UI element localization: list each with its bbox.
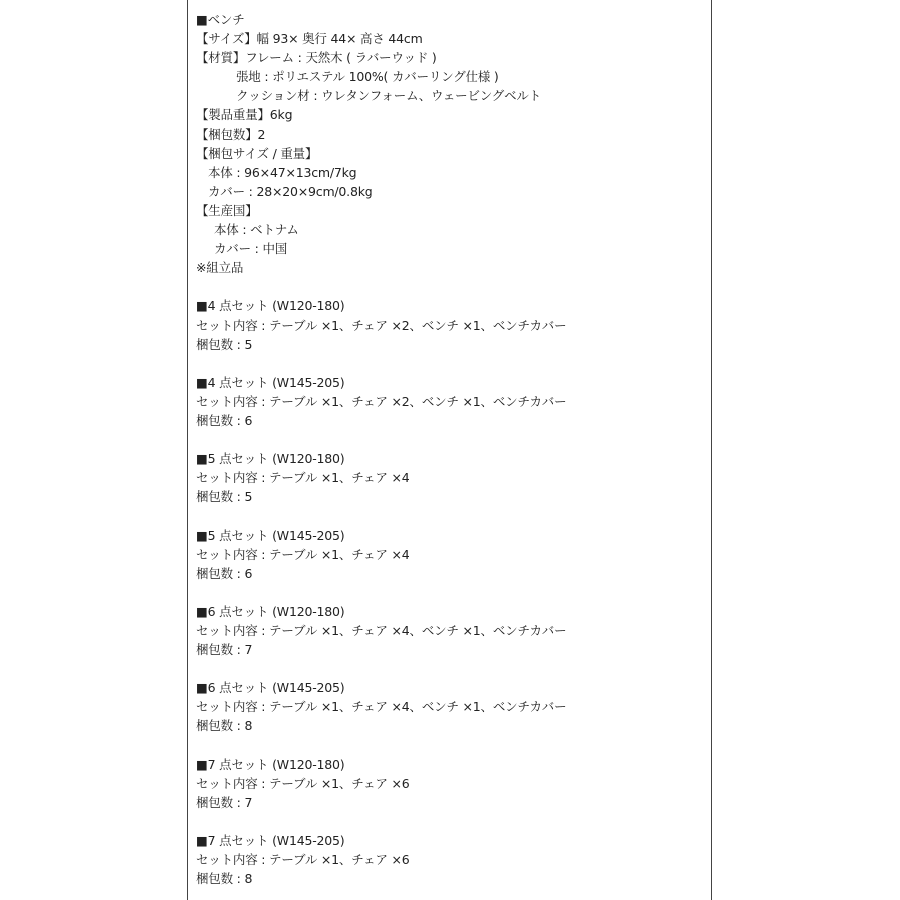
set-block (196, 755, 706, 831)
package-size-heading: 【梱包サイズ / 重量】 (196, 145, 318, 161)
set-packages: 梱包数 : 6 (196, 565, 253, 581)
set-block (196, 296, 706, 372)
package-body-line: 本体 : 96×47×13cm/7kg (208, 164, 357, 180)
set-contents: セット内容 : テーブル ×1、チェア ×6 (196, 775, 410, 791)
set-title: ■4 点セット (W120-180) (196, 298, 345, 314)
set-packages: 梱包数 : 5 (196, 336, 253, 352)
set-packages: 梱包数 : 7 (196, 642, 253, 658)
set-block (196, 373, 706, 449)
spec-content (196, 10, 706, 888)
origin-body-line: 本体 : ベトナム (214, 222, 299, 238)
spacer (196, 659, 706, 678)
set-contents: セット内容 : テーブル ×1、チェア ×2、ベンチ ×1、ベンチカバー (196, 317, 567, 333)
set-title: ■7 点セット (W145-205) (196, 833, 345, 849)
set-title: ■5 点セット (W120-180) (196, 451, 345, 467)
product-spec-panel (187, 0, 712, 900)
set-title: ■5 点セット (W145-205) (196, 527, 345, 543)
spacer (196, 430, 706, 449)
set-title: ■4 点セット (W145-205) (196, 374, 345, 390)
set-title: ■6 点セット (W145-205) (196, 680, 345, 696)
set-packages: 梱包数 : 5 (196, 489, 253, 505)
spacer (196, 277, 706, 296)
assembly-note: ※組立品 (196, 260, 244, 276)
set-contents: セット内容 : テーブル ×1、チェア ×6 (196, 852, 410, 868)
set-contents: セット内容 : テーブル ×1、チェア ×4 (196, 546, 410, 562)
set-contents: セット内容 : テーブル ×1、チェア ×2、ベンチ ×1、ベンチカバー (196, 393, 567, 409)
set-block (196, 602, 706, 678)
origin-cover-line: カバー : 中国 (214, 241, 288, 257)
set-block (196, 831, 706, 888)
spacer (196, 812, 706, 831)
set-contents: セット内容 : テーブル ×1、チェア ×4、ベンチ ×1、ベンチカバー (196, 699, 567, 715)
size-line: 【サイズ】幅 93× 奥行 44× 高さ 44cm (196, 31, 423, 47)
package-count-line: 【梱包数】2 (196, 126, 266, 142)
set-packages: 梱包数 : 7 (196, 794, 253, 810)
set-packages: 梱包数 : 8 (196, 871, 253, 887)
bench-heading: ■ベンチ (196, 12, 245, 27)
set-packages: 梱包数 : 8 (196, 718, 253, 734)
package-cover-line: カバー : 28×20×9cm/0.8kg (208, 183, 373, 199)
spacer (196, 736, 706, 755)
set-block (196, 526, 706, 602)
set-block (196, 449, 706, 525)
set-title: ■6 点セット (W120-180) (196, 603, 345, 619)
material-upholstery-line: 張地 : ポリエステル 100%( カバーリング仕様 ) (236, 69, 499, 85)
set-title: ■7 点セット (W120-180) (196, 756, 345, 772)
set-contents: セット内容 : テーブル ×1、チェア ×4 (196, 470, 410, 486)
spacer (196, 506, 706, 525)
weight-line: 【製品重量】6kg (196, 107, 293, 123)
set-contents: セット内容 : テーブル ×1、チェア ×4、ベンチ ×1、ベンチカバー (196, 623, 567, 638)
spacer (196, 583, 706, 602)
spacer (196, 354, 706, 373)
material-cushion-line: クッション材 : ウレタンフォーム、ウェービングベルト (236, 88, 542, 104)
material-frame-line: 【材質】フレーム : 天然木 ( ラバーウッド ) (196, 50, 437, 66)
set-block (196, 678, 706, 754)
set-packages: 梱包数 : 6 (196, 412, 253, 428)
origin-heading: 【生産国】 (196, 202, 258, 218)
